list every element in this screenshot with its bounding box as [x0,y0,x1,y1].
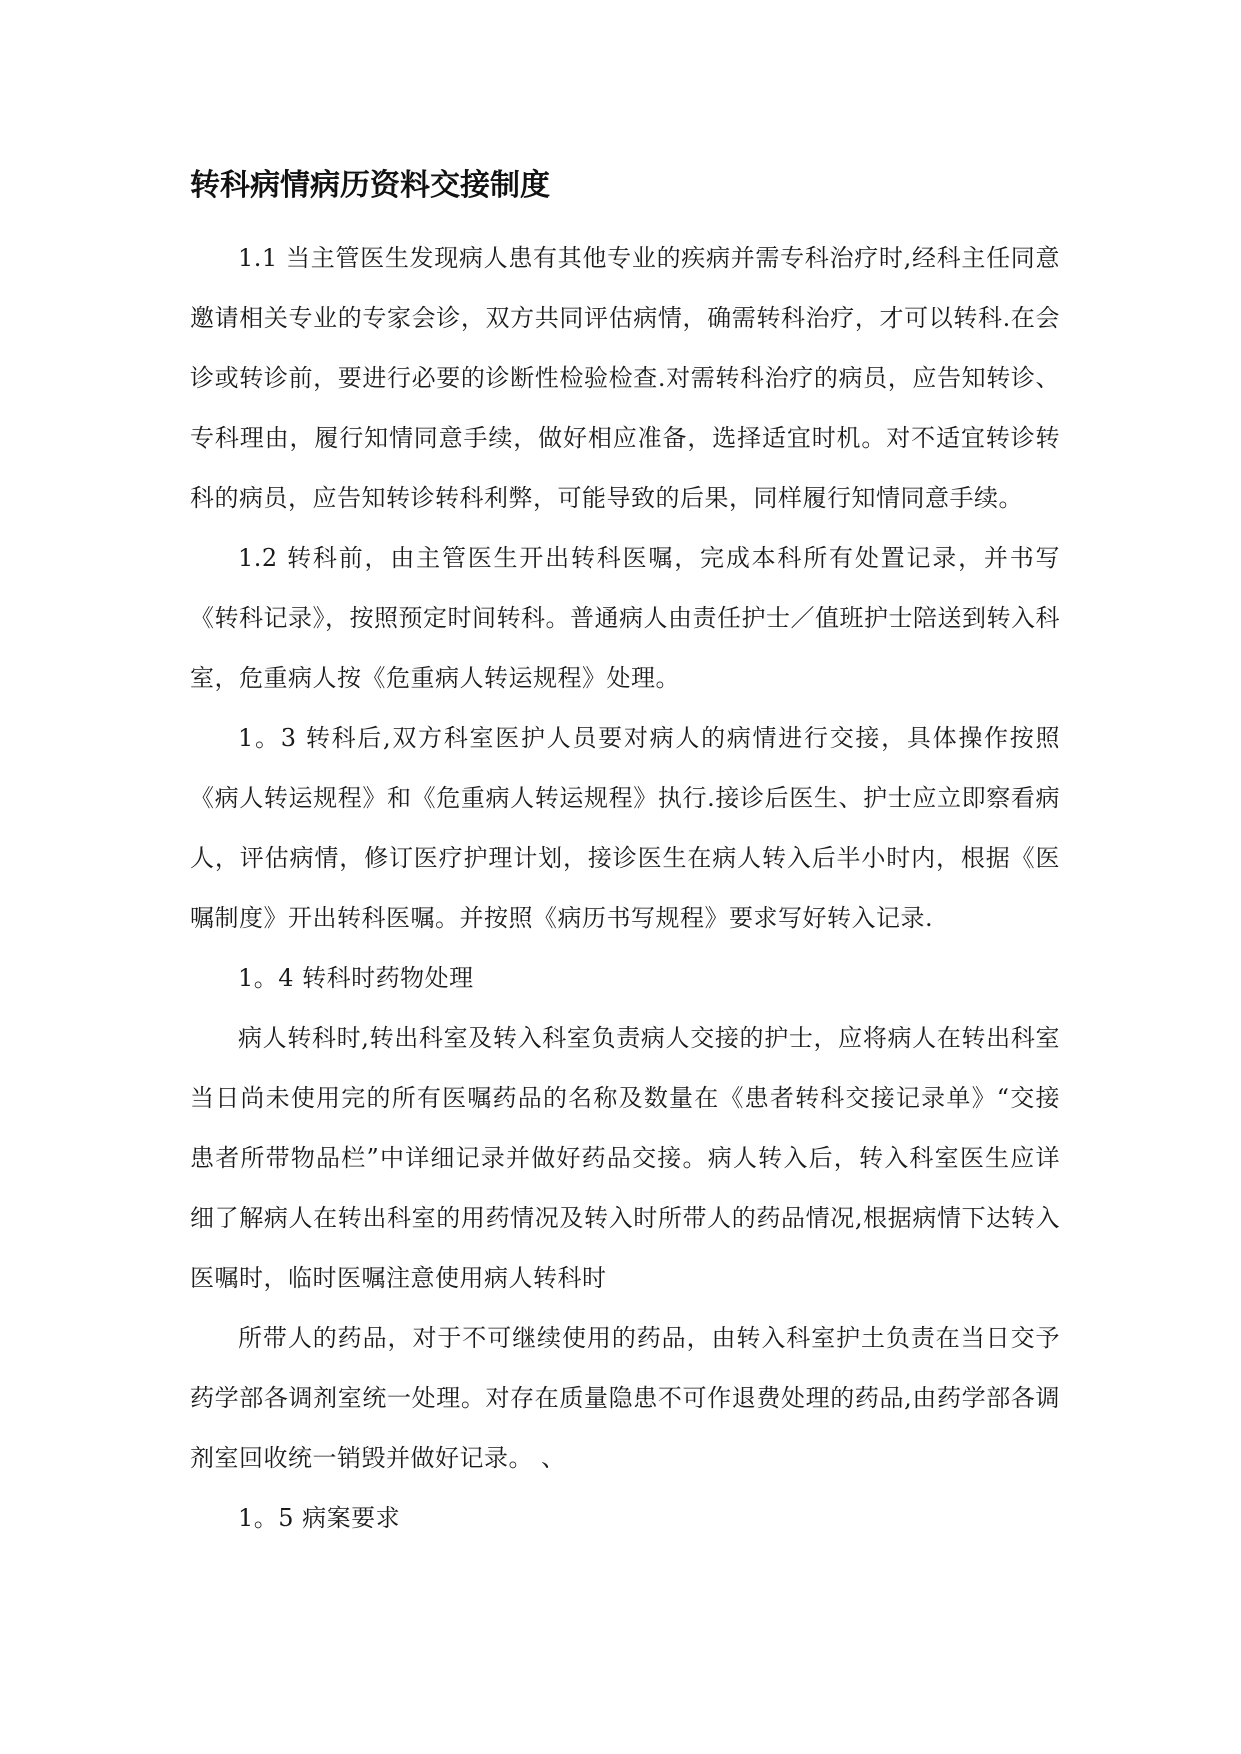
paragraph-1-3: 1。3 转科后,双方科室医护人员要对病人的病情进行交接，具体操作按照《病人转运规程》和《危重病人转运规程》执行.接诊后医生、护士应立即察看病人，评估病情，修订医疗护理计划，接诊医生在病人转入后半小时内，根据《医嘱制度》开出转科医嘱。并按照《病历书写规程》要求写好转入记录. [190,724,1060,932]
paragraph-1-2: 1.2 转科前，由主管医生开出转科医嘱，完成本科所有处置记录，并书写《转科记录》，按照预定时间转科。普通病人由责任护士／值班护士陪送到转入科室，危重病人按《危重病人转运规程》处理。 [190,544,1060,692]
section-heading-1-4: 1。4 转科时药物处理 [238,964,474,992]
document-title: 转科病情病历资料交接制度 [190,168,550,203]
paragraph-1-4-continued: 所带人的药品，对于不可继续使用的药品，由转入科室护土负责在当日交予药学部各调剂室统一处理。对存在质量隐患不可作退费处理的药品,由药学部各调剂室回收统一销毁并做好记录。 、 [190,1324,1060,1472]
document-body [190,228,1060,1548]
paragraph-1-4-body: 病人转科时,转出科室及转入科室负责病人交接的护士，应将病人在转出科室当日尚未使用完的所有医嘱药品的名称及数量在《患者转科交接记录单》“交接患者所带物品栏”中详细记录并做好药品交接。病人转入后，转入科室医生应详细了解病人在转出科室的用药情况及转入时所带人的药品情况,根据病情下达转入医嘱时，临时医嘱注意使用病人转科时 [190,1024,1060,1292]
paragraph-1-1: 1.1 当主管医生发现病人患有其他专业的疾病并需专科治疗时,经科主任同意邀请相关专业的专家会诊，双方共同评估病情，确需转科治疗，才可以转科.在会诊或转诊前，要进行必要的诊断性检验检查.对需转科治疗的病员，应告知转诊、专科理由，履行知情同意手续，做好相应准备，选择适宜时机。对不适宜转诊转科的病员，应告知转诊转科利弊，可能导致的后果，同样履行知情同意手续。 [190,244,1060,512]
section-heading-1-5: 1。5 病案要求 [238,1504,401,1532]
